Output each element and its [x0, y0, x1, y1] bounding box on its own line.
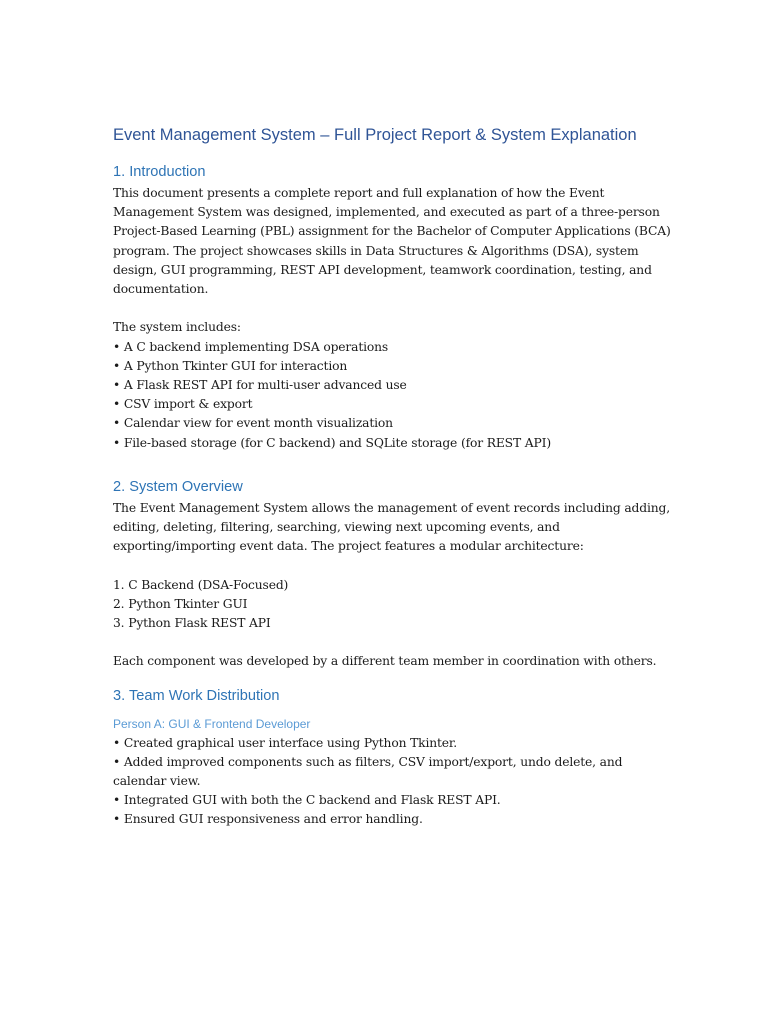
- list-item: • Integrated GUI with both the C backend and Flask REST API.: [113, 793, 501, 808]
- paragraph-line: Each component was developed by a different team member in coordination with others.: [113, 654, 657, 669]
- list-item-continuation: calendar view.: [113, 774, 201, 789]
- list-item: • Ensured GUI responsiveness and error handling.: [113, 812, 423, 827]
- person-a-list: [113, 734, 653, 830]
- includes-label: The system includes:: [113, 320, 241, 335]
- section-heading-team-work: 3. Team Work Distribution: [113, 687, 280, 704]
- paragraph-line: exporting/importing event data. The project features a modular architecture:: [113, 539, 584, 554]
- list-item: 1. C Backend (DSA-Focused): [113, 577, 289, 592]
- paragraph-line: program. The project showcases skills in Data Structures & Algorithms (DSA), system: [113, 243, 639, 258]
- list-item: • Calendar view for event month visualization: [113, 416, 393, 431]
- paragraph-line: This document presents a complete report and full explanation of how the Event: [113, 186, 605, 200]
- subheading-person-a: Person A: GUI & Frontend Developer: [113, 716, 311, 731]
- overview-closing: [113, 652, 657, 671]
- introduction-paragraph: [113, 184, 671, 299]
- document-page: [113, 124, 671, 830]
- section-heading-introduction: 1. Introduction: [113, 164, 206, 180]
- list-item: 3. Python Flask REST API: [113, 616, 271, 631]
- paragraph-line: design, GUI programming, REST API development, teamwork coordination, testing, and: [113, 262, 652, 277]
- paragraph-line: The Event Management System allows the management of event records including adding,: [113, 500, 671, 515]
- list-item: • Created graphical user interface using Python Tkinter.: [113, 735, 458, 750]
- paragraph-line: editing, deleting, filtering, searching, viewing next upcoming events, and: [113, 520, 560, 535]
- paragraph-line: Project-Based Learning (PBL) assignment for the Bachelor of Computer Applications (BCA): [113, 224, 671, 239]
- list-item: • CSV import & export: [113, 397, 253, 412]
- list-item: • A C backend implementing DSA operations: [113, 339, 389, 354]
- list-item: • Added improved components such as filters, CSV import/export, undo delete, and: [113, 754, 623, 769]
- list-item: • A Python Tkinter GUI for interaction: [113, 358, 348, 373]
- document-title: Event Management System – Full Project Report & System Explanation: [113, 126, 637, 144]
- components-list: [113, 576, 653, 634]
- list-item: • A Flask REST API for multi-user advanced use: [113, 378, 407, 393]
- paragraph-line: Management System was designed, implemented, and executed as part of a three-person: [113, 205, 660, 220]
- includes-list: [113, 318, 653, 452]
- paragraph-line: documentation.: [113, 282, 209, 297]
- overview-paragraph: [113, 499, 671, 557]
- section-heading-system-overview: 2. System Overview: [113, 478, 243, 495]
- list-item: • File-based storage (for C backend) and SQLite storage (for REST API): [113, 435, 551, 450]
- list-item: 2. Python Tkinter GUI: [113, 596, 248, 611]
